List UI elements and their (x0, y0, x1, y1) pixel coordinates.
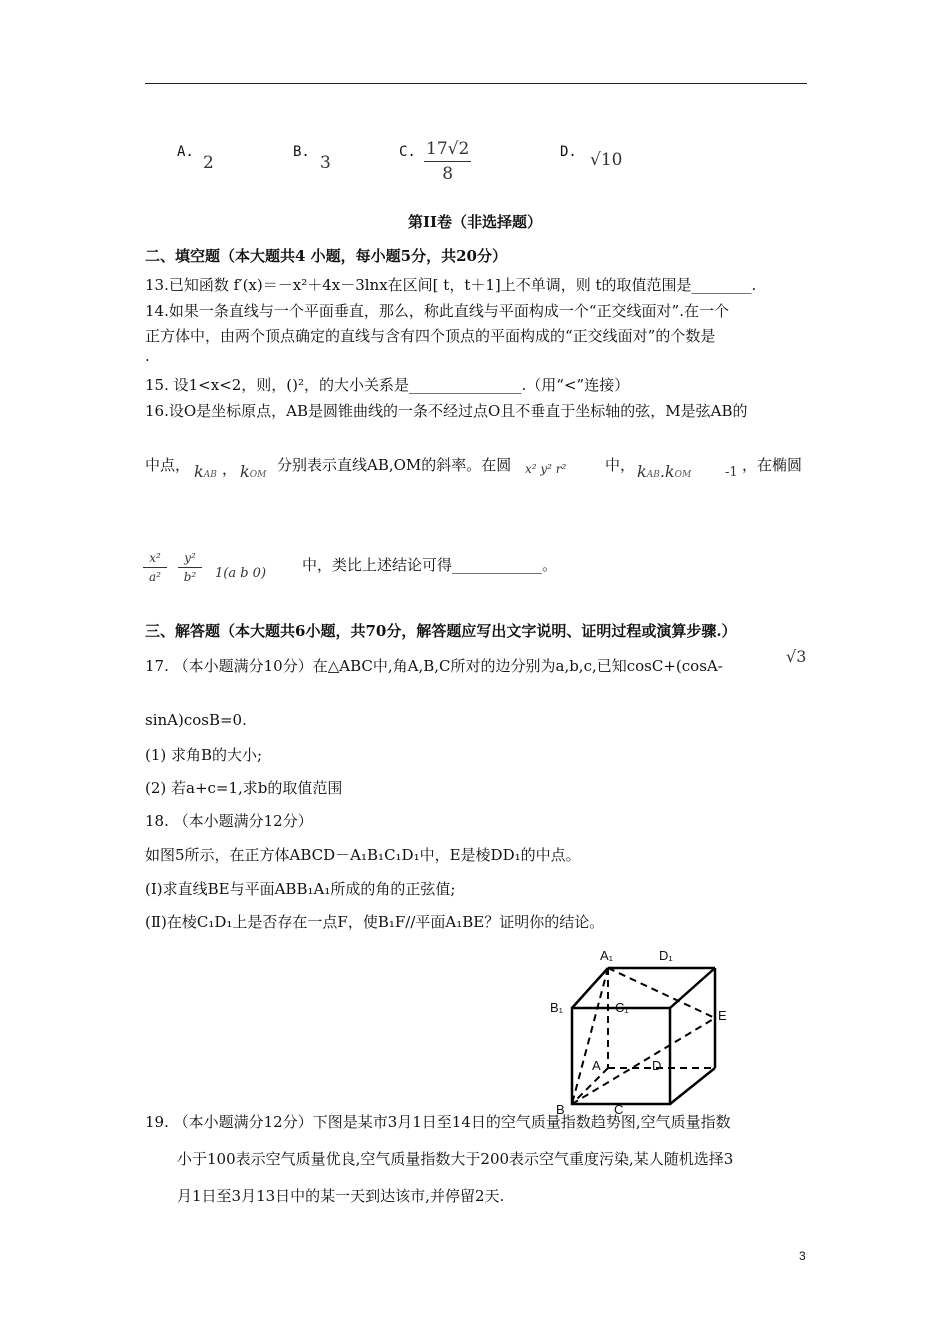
page-number: 3 (799, 1249, 806, 1263)
section2-title: 第II卷（非选择题） (407, 213, 543, 231)
k-om: kOM (240, 462, 267, 481)
question-19-line3: 月1日至3月13日中的某一天到达该市,并停留2天. (177, 1187, 505, 1205)
label-b: B (556, 1102, 565, 1117)
k-ab: kAB (194, 462, 217, 481)
question-18-line1: 18. （本小题满分12分） (145, 812, 313, 830)
slope-product: kAB.kOM (637, 462, 692, 481)
question-18-part2: (Ⅱ)在棱C₁D₁上是否存在一点F，使B₁F//平面A₁BE？证明你的结论。 (145, 913, 605, 931)
option-a-value: 2 (203, 153, 214, 173)
option-c-fraction (424, 139, 471, 184)
question-14-line2: 正方体中，由两个顶点确定的直线与含有四个顶点的平面构成的“正交线面对”的个数是 (145, 327, 716, 345)
circle-equation: x² y² r² (525, 462, 567, 476)
question-17-part2: (2) 若a+c=1,求b的取值范围 (145, 779, 343, 797)
question-18-line2: 如图5所示，在正方体ABCD－A₁B₁C₁D₁中，E是棱DD₁的中点。 (145, 846, 581, 864)
option-c-denominator: 8 (442, 164, 454, 184)
question-16-line2b: 分别表示直线AB,OM的斜率。在圆 (277, 456, 512, 474)
edge-d1-c1 (670, 968, 715, 1008)
question-17-part1: (1) 求角B的大小; (145, 746, 263, 764)
fill-section-title: 二、填空题（本大题共4 小题，每小题5分，共20分） (145, 247, 507, 265)
label-d: D (652, 1058, 662, 1073)
label-a: A (592, 1058, 601, 1073)
sqrt3: √3 (786, 647, 807, 666)
label-a1: A₁ (600, 948, 614, 963)
question-13: 13.已知函数 f′(x)＝－x²＋4x－3lnx在区间[ t，t＋1]上不单调，则 t的取值范围是________. (145, 276, 757, 294)
option-c-numerator: 17√2 (426, 139, 470, 159)
option-b-label: B. (293, 144, 310, 160)
ellipse-y-fraction: y² b² (178, 551, 202, 584)
label-c1: C₁ (615, 1000, 629, 1015)
label-e: E (718, 1008, 727, 1023)
question-18-part1: (Ⅰ)求直线BE与平面ABB₁A₁所成的角的正弦值; (145, 880, 456, 898)
question-15: 15. 设1<x<2，则，()²，的大小关系是_______________.（用“<”连接） (145, 376, 630, 394)
label-d1: D₁ (659, 948, 673, 963)
question-17-line1: 17. （本小题满分10分）在△ABC中,角A,B,C所对的边分别为a,b,c,已知cosC+(cosA- (145, 657, 723, 675)
question-14-line3: . (145, 347, 150, 365)
header-rule (145, 83, 807, 84)
question-16-line2a: 中点， (145, 456, 191, 474)
question-19-line2: 小于100表示空气质量优良,空气质量指数大于200表示空气重度污染,某人随机选择3 (177, 1150, 734, 1168)
question-16-line1: 16.设O是坐标原点，AB是圆锥曲线的一条不经过点O且不垂直于坐标轴的弦，M是弦AB的 (145, 402, 748, 420)
label-b1: B₁ (550, 1000, 564, 1015)
zhong-label: 中， (605, 456, 636, 474)
option-c-label: C. (399, 144, 416, 160)
question-19-line1: 19. （本小题满分12分）下图是某市3月1日至14日的空气质量指数趋势图,空气质量指数 (145, 1113, 731, 1131)
edge-b1-a1 (572, 968, 608, 1008)
option-d-label: D. (560, 144, 577, 160)
question-17-line2: sinA)cosB=0. (145, 711, 247, 729)
comma: ， (222, 460, 238, 478)
option-a-label: A. (177, 144, 194, 160)
option-d-value: √10 (590, 150, 623, 170)
edge-d-c (670, 1068, 715, 1104)
question-16-line3: 中，类比上述结论可得____________。 (302, 556, 558, 574)
option-b-value: 3 (320, 153, 331, 173)
cube-figure (540, 940, 740, 1120)
product-value: -1 (725, 465, 738, 480)
question-14-line1: 14.如果一条直线与一个平面垂直，那么，称此直线与平面构成一个“正交线面对”.在一个 (145, 302, 729, 320)
label-c: C (614, 1102, 624, 1117)
ellipse-label: ，在椭圆 (742, 456, 803, 474)
answer-section-title: 三、解答题（本大题共6小题，共70分，解答题应写出文字说明、证明过程或演算步骤.） (145, 622, 737, 640)
ellipse-x-fraction: x² a² (143, 551, 167, 584)
ellipse-rest: 1(a b 0) (215, 566, 267, 581)
